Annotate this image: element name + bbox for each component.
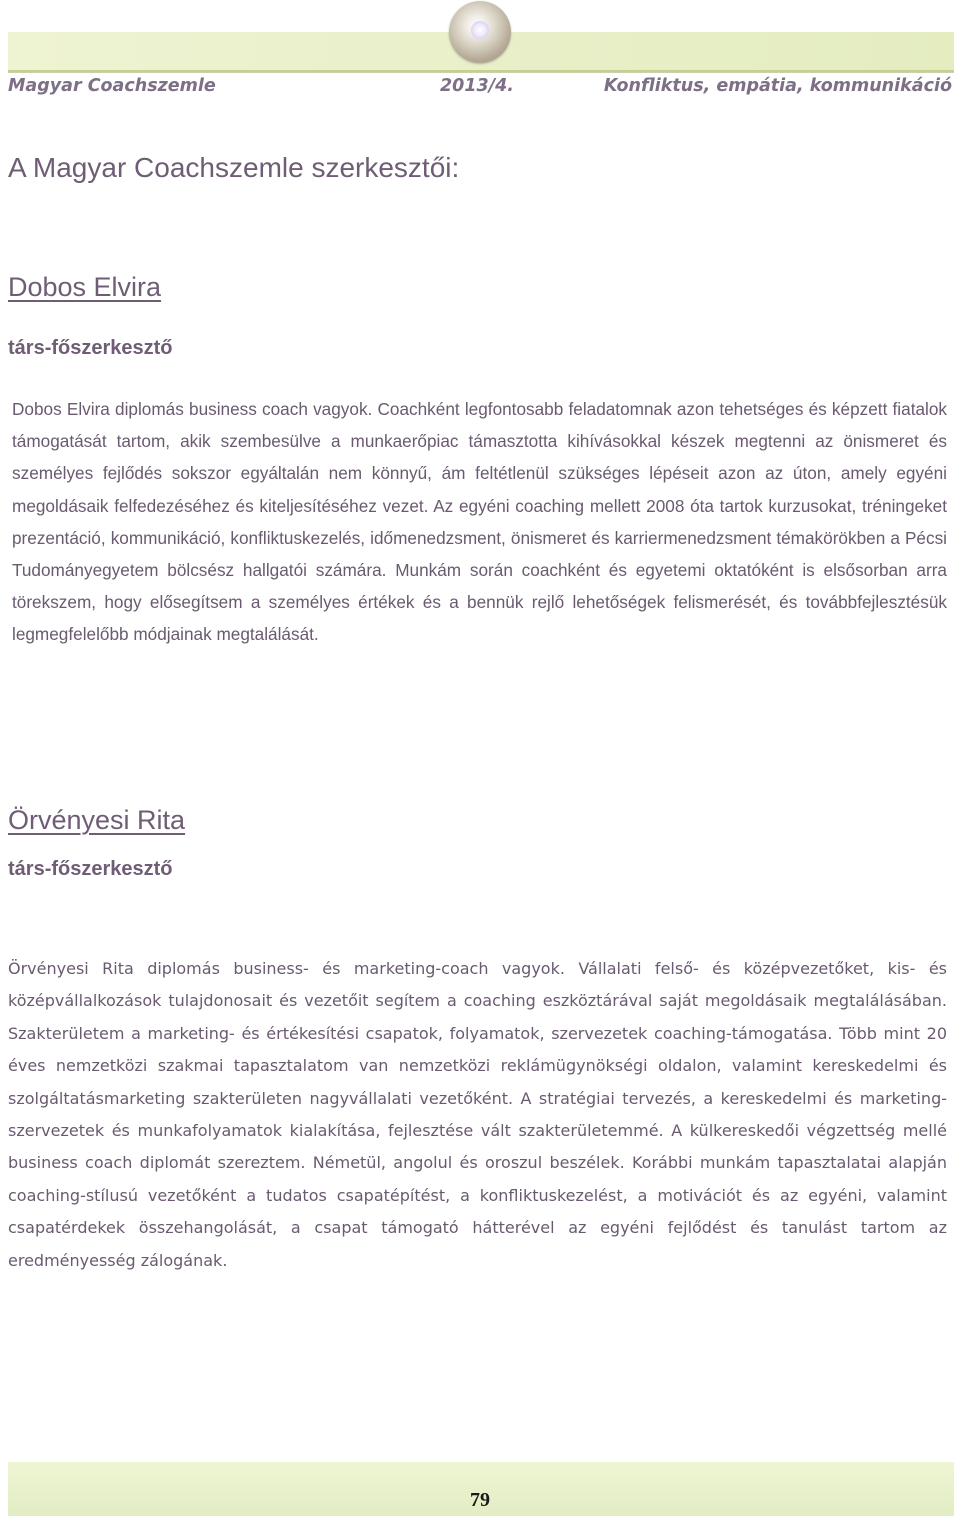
editor-role: társ-főszerkesztő <box>8 858 173 880</box>
page-title: A Magyar Coachszemle szerkesztői: <box>8 152 460 183</box>
page-number: 79 <box>470 1489 490 1511</box>
running-head-journal: Magyar Coachszemle <box>8 76 216 96</box>
header-divider <box>8 72 954 73</box>
editor-name: Örvényesi Rita <box>8 805 186 835</box>
editor-role: társ-főszerkesztő <box>8 337 173 359</box>
editor-bio: Örvényesi Rita diplomás business- és marketing-coach vagyok. Vállalati felső- és középvezetőket, kis- és középvállalkozások tulajdonosait és vezetőit segítem a coaching eszköztárával saját megoldásaik megtalálásában. Szakterületem a marketing- és értékesítési csapatok, folyamatok, szervezetek coaching-támogatása. Több mint 20 éves nemzetközi szakmai tapasztalatom van nemzetközi reklámügynökségi oldalon, valamint kereskedelmi és szolgáltatásmarketing szakterületen nagyvállalati vezetőként. A stratégiai tervezés, a kereskedelmi és marketing-szervezetek és munkafolyamatok kialakítása, fejlesztése vált szakterületemmé. A külkereskedői végzettség mellé business coach diplomát szereztem. Németül, angolul és oroszul beszélek. Korábbi munkám tapasztalatai alapján coaching-stílusú vezetőként a tudatos csapatépítést, a konfliktuskezelést, a motivációt és az egyéni, valamint csapatérdekek összehangolását, a csapat támogató hátterével az egyéni fejlődést és tanulást tartom az eredményesség zálogának. <box>8 959 947 1270</box>
running-head-issue: 2013/4. <box>440 76 514 96</box>
editor-bio: Dobos Elvira diplomás business coach vagyok. Coachként legfontosabb feladatomnak azon tehetséges és képzett fiatalok támogatását tartom, akik szembesülve a munkaerőpiac támasztotta kihívásokkal készek megtenni az önismeret és személyes fejlődés sokszor egyáltalán nem könnyű, ám feltétlenül szükséges lépéseit azon az úton, amely egyéni megoldásaik felfedezéséhez és kiteljesítéséhez vezet. Az egyéni coaching mellett 2008 óta tartok kurzusokat, tréningeket prezentáció, kommunikáció, konfliktuskezelés, időmenedzsment, önismeret és karriermenedzsment témakörökben a Pécsi Tudományegyetem bölcsész hallgatói számára. Munkám során coachként és egyetemi oktatóként is elsősorban arra törekszem, hogy elősegítsem a személyes értékek és a bennük rejlő lehetőségek felismerését, és továbbfejlesztésük legmegfelelőbb módjainak megtalálását. <box>12 399 947 645</box>
running-head-topic: Konfliktus, empátia, kommunikáció <box>603 76 952 96</box>
journal-logo-icon <box>449 1 511 63</box>
editor-name: Dobos Elvira <box>8 272 162 302</box>
